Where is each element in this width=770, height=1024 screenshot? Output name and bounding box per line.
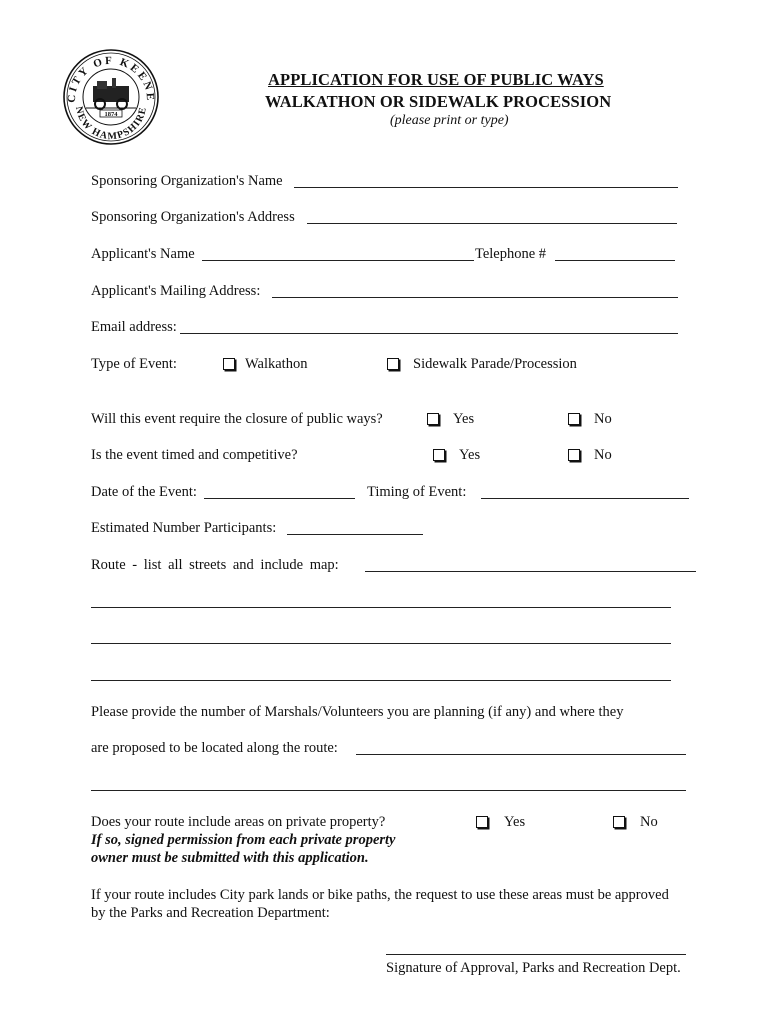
timed-yes-label: Yes — [459, 447, 481, 463]
form-subtitle: (please print or type) — [390, 113, 509, 128]
route-label: Route - list all streets and include map: — [91, 557, 339, 573]
telephone-field[interactable] — [555, 260, 675, 261]
marshals-field[interactable] — [356, 754, 686, 755]
closure-yes-checkbox[interactable] — [427, 413, 439, 425]
marshals-field-line2[interactable] — [91, 790, 686, 791]
mailing-address-label: Applicant's Mailing Address: — [91, 283, 261, 299]
closure-no-checkbox[interactable] — [568, 413, 580, 425]
timed-yes-checkbox[interactable] — [433, 449, 445, 461]
org-address-label: Sponsoring Organization's Address — [91, 209, 295, 225]
walkathon-checkbox[interactable] — [223, 358, 235, 370]
email-label: Email address: — [91, 319, 177, 335]
private-property-yes-checkbox[interactable] — [476, 816, 488, 828]
form-title-line2: WALKATHON OR SIDEWALK PROCESSION — [265, 92, 612, 111]
signature-label: Signature of Approval, Parks and Recreation Dept. — [386, 960, 681, 976]
closure-no-label: No — [594, 411, 612, 427]
event-date-field[interactable] — [204, 498, 355, 499]
private-property-note-line2: owner must be submitted with this application. — [91, 850, 369, 866]
event-type-label: Type of Event: — [91, 356, 177, 372]
parks-notice-line2: by the Parks and Recreation Department: — [91, 905, 330, 921]
city-seal-logo — [62, 48, 160, 146]
private-property-no-checkbox[interactable] — [613, 816, 625, 828]
email-field[interactable] — [180, 333, 678, 334]
org-name-field[interactable] — [294, 187, 678, 188]
signature-field[interactable] — [386, 954, 686, 955]
event-date-label: Date of the Event: — [91, 484, 197, 500]
private-property-note: If so, signed permission from each private property — [91, 832, 396, 848]
parks-notice: If your route includes City park lands or bike paths, the request to use these areas must be approved — [91, 887, 669, 903]
sidewalk-procession-checkbox[interactable] — [387, 358, 399, 370]
route-field-line3[interactable] — [91, 643, 671, 644]
timed-no-checkbox[interactable] — [568, 449, 580, 461]
closure-yes-label: Yes — [453, 411, 475, 427]
event-timing-field[interactable] — [481, 498, 689, 499]
timed-no-label: No — [594, 447, 612, 463]
applicant-name-label: Applicant's Name — [91, 246, 195, 262]
org-address-field[interactable] — [307, 223, 677, 224]
sidewalk-procession-option-label: Sidewalk Parade/Procession — [413, 356, 577, 372]
private-property-no-label: No — [640, 814, 658, 830]
marshals-question-line2: are proposed to be located along the route: — [91, 740, 338, 756]
svg-text:NEW HAMPSHIRE: NEW HAMPSHIRE — [72, 105, 150, 143]
participants-field[interactable] — [287, 534, 423, 535]
timed-question: Is the event timed and competitive? — [91, 447, 298, 463]
route-field-line4[interactable] — [91, 680, 671, 681]
svg-text:1874: 1874 — [104, 111, 118, 118]
private-property-yes-label: Yes — [504, 814, 526, 830]
route-field[interactable] — [365, 571, 696, 572]
marshals-question: Please provide the number of Marshals/Volunteers you are planning (if any) and where they — [91, 704, 624, 720]
org-name-label: Sponsoring Organization's Name — [91, 173, 283, 189]
event-timing-label: Timing of Event: — [367, 484, 467, 500]
applicant-name-field[interactable] — [202, 260, 474, 261]
telephone-label: Telephone # — [475, 246, 547, 262]
private-property-question: Does your route include areas on private property? — [91, 814, 386, 830]
walkathon-option-label: Walkathon — [245, 356, 308, 372]
closure-question: Will this event require the closure of public ways? — [91, 411, 383, 427]
route-field-line2[interactable] — [91, 607, 671, 608]
participants-label: Estimated Number Participants: — [91, 520, 277, 536]
svg-text:CITY OF KEENE: CITY OF KEENE — [65, 54, 157, 104]
form-title: APPLICATION FOR USE OF PUBLIC WAYS — [268, 70, 604, 89]
mailing-address-field[interactable] — [272, 297, 678, 298]
